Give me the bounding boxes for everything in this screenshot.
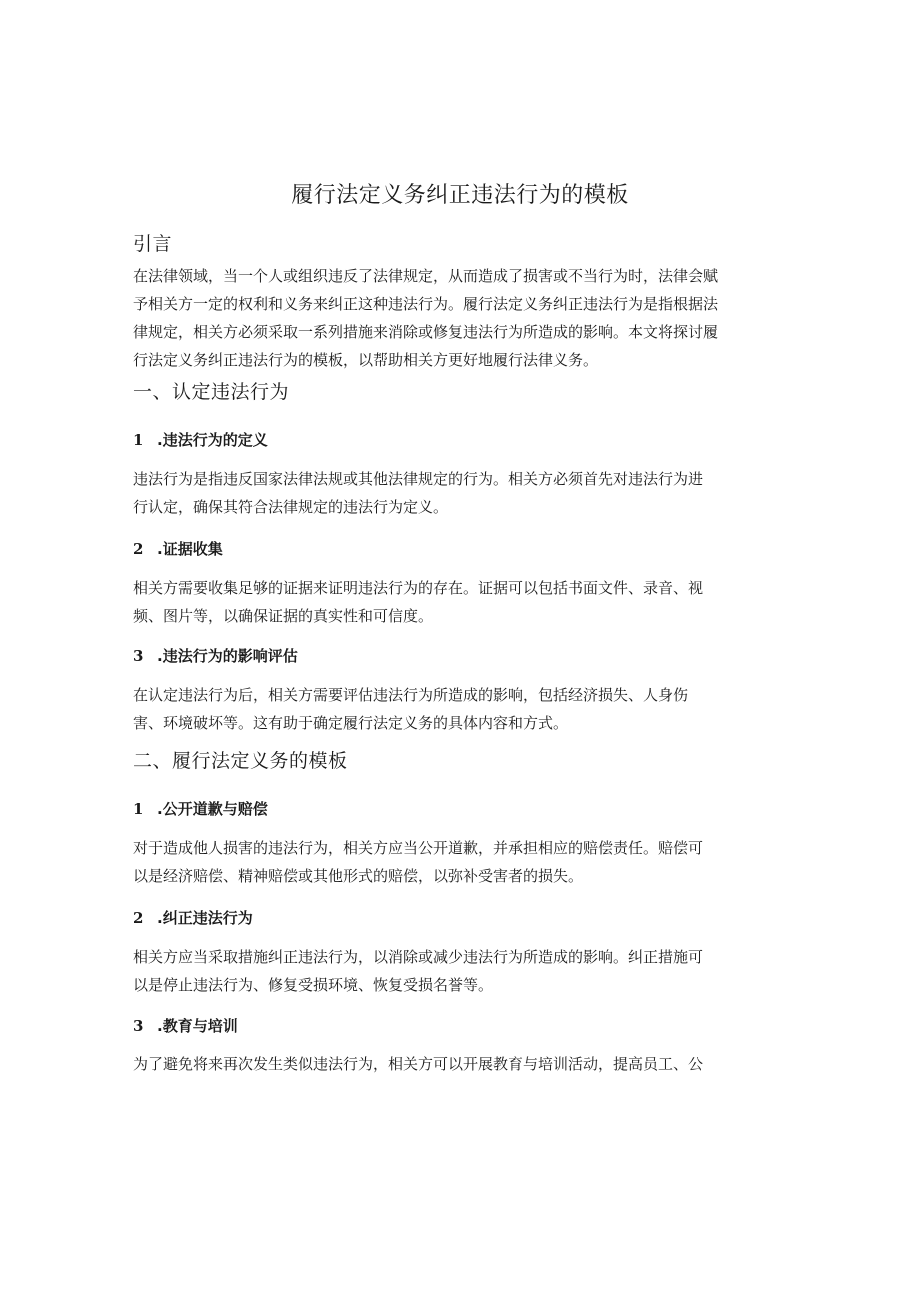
subsection-heading bbox=[133, 1015, 238, 1037]
intro-paragraph bbox=[133, 262, 783, 374]
paragraph-line: 以是经济赔偿、精神赔偿或其他形式的赔偿，以弥补受害者的损失。 bbox=[133, 867, 584, 885]
subsection-paragraph bbox=[133, 681, 783, 737]
subsection-heading bbox=[133, 645, 298, 667]
subsection-title: .证据收集 bbox=[157, 540, 223, 558]
subsection-title: .违法行为的定义 bbox=[157, 431, 268, 449]
subsection-title: .纠正违法行为 bbox=[157, 909, 253, 927]
paragraph-line: 律规定，相关方必须采取一系列措施来消除或修复违法行为所造成的影响。本文将探讨履 bbox=[133, 323, 719, 341]
subsection-title: .公开道歉与赔偿 bbox=[157, 800, 268, 818]
subsection-paragraph bbox=[133, 1050, 783, 1078]
subsection-heading bbox=[133, 798, 268, 820]
subsection-number: 3 bbox=[133, 1017, 144, 1035]
subsection-paragraph bbox=[133, 943, 783, 999]
subsection-paragraph bbox=[133, 834, 783, 890]
document-title: 履行法定义务纠正违法行为的模板 bbox=[291, 183, 629, 208]
paragraph-line: 在认定违法行为后，相关方需要评估违法行为所造成的影响，包括经济损失、人身伤 bbox=[133, 686, 689, 704]
subsection-title: .违法行为的影响评估 bbox=[157, 647, 298, 665]
intro-heading: 引言 bbox=[133, 233, 173, 255]
subsection-paragraph bbox=[133, 574, 783, 630]
subsection-number: 2 bbox=[133, 909, 144, 927]
paragraph-line: 害、环境破坏等。这有助于确定履行法定义务的具体内容和方式。 bbox=[133, 714, 569, 732]
subsection-heading bbox=[133, 907, 253, 929]
subsection-paragraph bbox=[133, 465, 783, 521]
subsection-number: 1 bbox=[133, 800, 144, 818]
paragraph-line: 行法定义务纠正违法行为的模板，以帮助相关方更好地履行法律义务。 bbox=[133, 351, 599, 369]
paragraph-line: 在法律领域，当一个人或组织违反了法律规定，从而造成了损害或不当行为时，法律会赋 bbox=[133, 267, 719, 285]
subsection-number: 2 bbox=[133, 540, 144, 558]
paragraph-line: 频、图片等，以确保证据的真实性和可信度。 bbox=[133, 607, 434, 625]
paragraph-line: 对于造成他人损害的违法行为，相关方应当公开道歉，并承担相应的赔偿责任。赔偿可 bbox=[133, 839, 704, 857]
subsection-heading bbox=[133, 429, 268, 451]
paragraph-line: 以是停止违法行为、修复受损环境、恢复受损名誉等。 bbox=[133, 976, 494, 994]
subsection-title: .教育与培训 bbox=[157, 1017, 238, 1035]
section-heading: 一、认定违法行为 bbox=[133, 381, 290, 403]
paragraph-line: 相关方应当采取措施纠正违法行为，以消除或减少违法行为所造成的影响。纠正措施可 bbox=[133, 948, 704, 966]
subsection-number: 3 bbox=[133, 647, 144, 665]
paragraph-line: 相关方需要收集足够的证据来证明违法行为的存在。证据可以包括书面文件、录音、视 bbox=[133, 579, 704, 597]
paragraph-line: 予相关方一定的权利和义务来纠正这种违法行为。履行法定义务纠正违法行为是指根据法 bbox=[133, 295, 719, 313]
subsection-number: 1 bbox=[133, 431, 144, 449]
paragraph-line: 为了避免将来再次发生类似违法行为，相关方可以开展教育与培训活动，提高员工、公 bbox=[133, 1055, 704, 1073]
section-heading: 二、履行法定义务的模板 bbox=[133, 750, 348, 772]
subsection-heading bbox=[133, 538, 223, 560]
paragraph-line: 行认定，确保其符合法律规定的违法行为定义。 bbox=[133, 498, 449, 516]
paragraph-line: 违法行为是指违反国家法律法规或其他法律规定的行为。相关方必须首先对违法行为进 bbox=[133, 470, 704, 488]
